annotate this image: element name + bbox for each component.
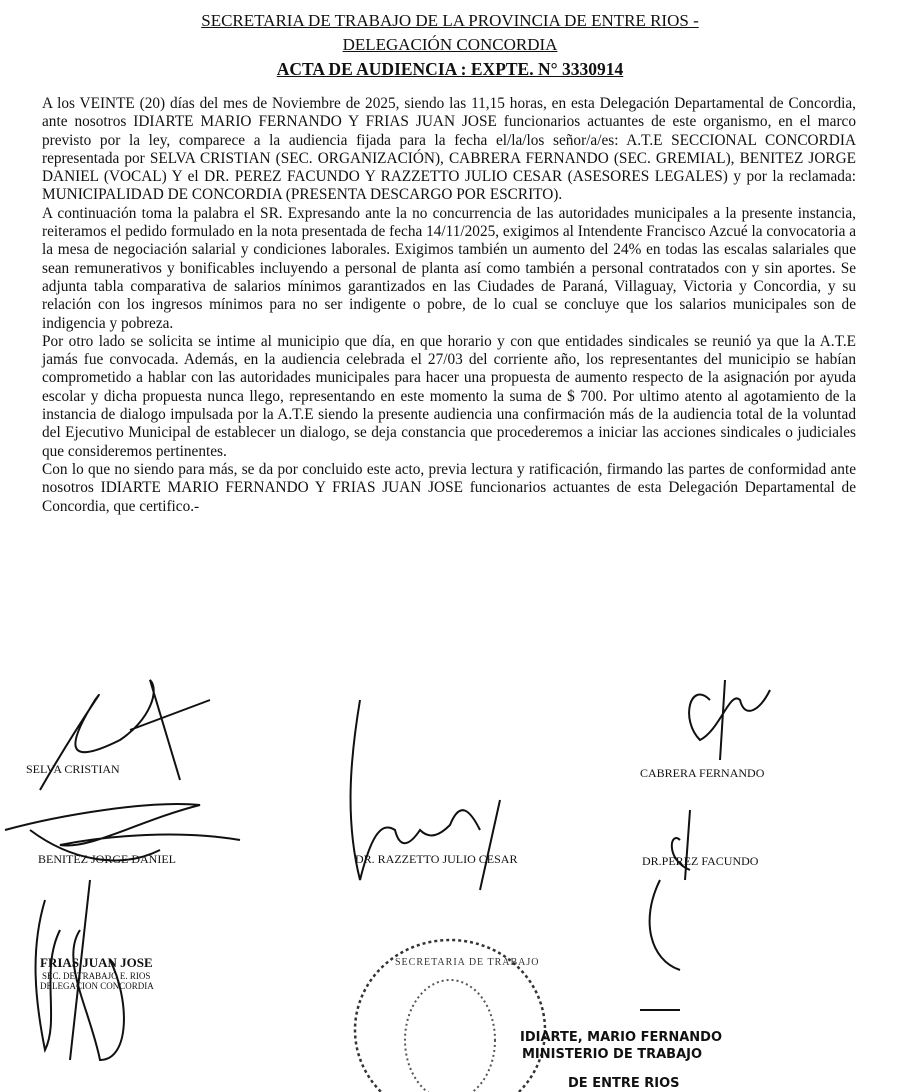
signature-label-razzetto: DR. RAZZETTO JULIO CESAR bbox=[355, 852, 518, 866]
idiarte-stamp-line1: IDIARTE, MARIO FERNANDO bbox=[520, 1030, 723, 1045]
signature-cabrera bbox=[689, 680, 770, 760]
signature-label-frias: FRIAS JUAN JOSE bbox=[40, 955, 153, 970]
frias-subtitle-1: SEC. DE TRABAJO E. RIOS bbox=[42, 971, 151, 981]
paragraph-statement: A continuación toma la palabra el SR. Expresando ante la no concurrencia de las autoridades municipales a la presente instancia, reiteramos el pedido formulado en la nota presentada de fecha 14/11/2025, exigimos al Intendente Francisco Azcué la convocatoria a la mesa de negociación salarial y condiciones laborales. Exigimos también un aumento del 24% en todas las escalas salariales que sean remunerativos y bonificables incluyendo a personal de planta así como también a personal contratados con y sin aportes. Se adjunta tabla comparativa de salarios mínimos garantizados en las Ciudades de Paraná, Villaguay, Victoria y Concordia, y su relación con los ingresos mínimos para no ser indigente o pobre, de lo cual se concluye que los salarios municipales son de indigencia y pobreza. bbox=[42, 204, 856, 332]
paragraph-closing: Con lo que no siendo para más, se da por concluido este acto, previa lectura y ratificación, firmando las partes de conformidad ante nosotros IDIARTE MARIO FERNANDO Y FRIAS JUAN JOSE funcionarios actuantes de esta Delegación Departamental de Concordia, que certifico.- bbox=[42, 460, 856, 515]
paragraph-intro: A los VEINTE (20) días del mes de Noviembre de 2025, siendo las 11,15 horas, en esta Delegación Departamental de Concordia, ante nosotros IDIARTE MARIO FERNANDO Y FRIAS JUAN JOSE funcionarios actuantes de este organismo, en el marco previsto por la ley, comparece a la audiencia fijada para la fecha el/la/los señor/a/es: A.T.E SECCIONAL CONCORDIA representada por SELVA CRISTIAN (SEC. ORGANIZACIÓN), CABRERA FERNANDO (SEC. GREMIAL), BENITEZ JORGE DANIEL (VOCAL) Y el DR. PEREZ FACUNDO Y RAZZETTO JULIO CESAR (ASESORES LEGALES) y por la reclamada: MUNICIPALIDAD DE CONCORDIA (PRESENTA DESCARGO POR ESCRITO). bbox=[42, 95, 856, 204]
signature-label-selva: SELVA CRISTIAN bbox=[26, 762, 120, 776]
signature-idiarte bbox=[640, 880, 680, 1010]
signature-perez bbox=[672, 810, 690, 880]
document-title-line2: DELEGACIÓN CONCORDIA bbox=[342, 35, 558, 54]
document-title-line1: SECRETARIA DE TRABAJO DE LA PROVINCIA DE ENTRE RIOS - bbox=[201, 11, 699, 30]
signature-label-benitez: BENITEZ JORGE DANIEL bbox=[38, 852, 176, 866]
seal-text: SECRETARIA DE TRABAJO bbox=[395, 957, 540, 968]
idiarte-stamp-line3: DE ENTRE RIOS bbox=[568, 1076, 680, 1091]
signature-label-perez: DR.PEREZ FACUNDO bbox=[642, 854, 759, 868]
document-title-act: ACTA DE AUDIENCIA : EXPTE. N° 3330914 bbox=[276, 59, 624, 79]
idiarte-stamp-line2: MINISTERIO DE TRABAJO bbox=[522, 1047, 703, 1062]
paragraph-request: Por otro lado se solicita se intime al municipio que día, en que horario y con que entidades sindicales se reunió ya que la A.T.E jamás fue convocada. Además, en la audiencia celebrada el 27/03 del corriente año, los representantes del municipio se habían comprometido a hablar con las autoridades municipales para hacer una propuesta de aumento respecto de la asignación por ayuda escolar y dicha propuesta nunca llego, representando en este momento la suma de $ 700. Por ultimo atento al agotamiento de la instancia de dialogo impulsada por la A.T.E siendo la presente audiencia una confirmación más de la audiencia total de la voluntad del Ejecutivo Municipal de establecer un dialogo, se deja constancia que procederemos a iniciar las acciones sindicales o judiciales que consideremos pertinentes. bbox=[42, 332, 856, 460]
signature-label-cabrera: CABRERA FERNANDO bbox=[640, 766, 765, 780]
frias-subtitle-2: DELEGACION CONCORDIA bbox=[40, 981, 154, 991]
